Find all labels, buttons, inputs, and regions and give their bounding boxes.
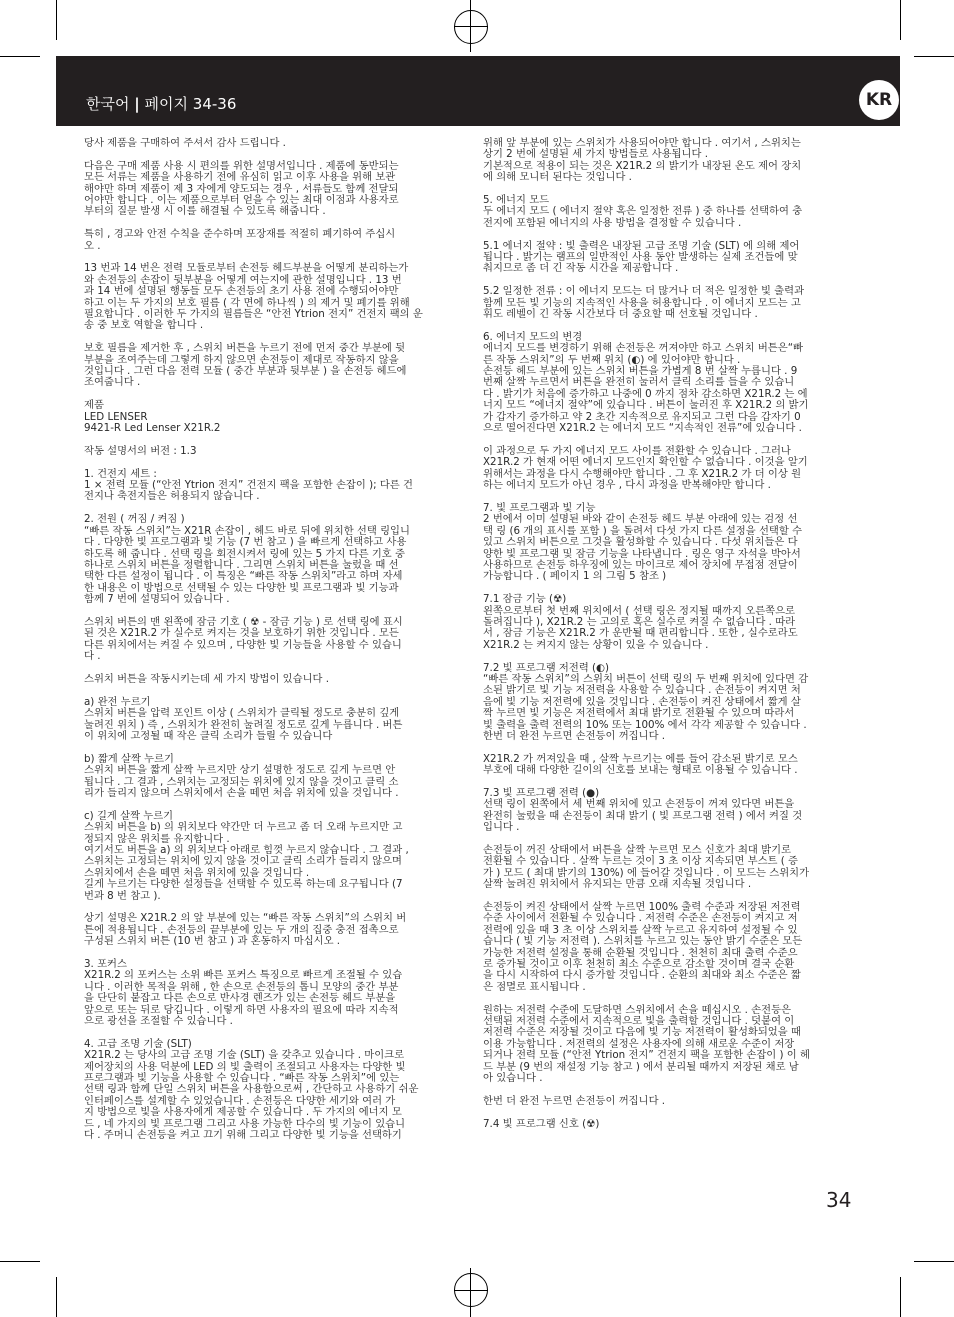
- paragraph: 손전등이 켜진 상태에서 살짝 누르면 100% 출력 수준과 저장된 저전력 수준 사이에서 전환될 수 있습니다 . 저전력 수준은 손전등이 켜지고 저 전력에 있을 때 3 초 이상 스위치를 살짝 누르고 유지하여 설정될 수 있 습니다 ( 빛 기능 저전력 ). 스위치를 누르고 있는 동안 밝기 수준은 모든 가능한 저전력 설정을 통해 순환될 것입니다 . 천천히 최대 출력 수준으 로 증가될 것이고 이후 천천히 최소 수준으로 감소할 것이며 결국 순환 을 다시 시작하여 다시 증가할 것입니다 . 순환의 최대와 최소 수준은 짧 은 점멸로 표시됩니다 .: [483, 901, 803, 993]
- paragraph: 5. 에너지 모드 두 에너지 모드 ( 에너지 절약 혹은 일정한 전류 ) 중 하나를 선택하여 충 전지에 포함된 에너지의 사용 방법을 결정할 수 있습니다 .: [483, 194, 803, 229]
- paragraph: 작동 설명서의 버전 : 1.3: [84, 444, 197, 457]
- paragraph: 원하는 저전력 수준에 도달하면 스위치에서 손을 떼십시오 . 손전등은 선택된 저전력 수준에서 지속적으로 빛을 출력할 것입니다 . 덧붙여 이 저전력 수준은 저장될 것이고 다음에 빛 기능 저전력이 활성화되었을 때 이용 가능합니다 . 저전력의 설정은 사용자에 의해 새로운 수준이 저장 되거나 전력 모듈 (“안전 Ytrion 전지” 건전지 팩을 포함한 손잡이 ) 이 헤 드 부분 (9 번의 재설정 기능 참고 ) 에서 분리될 때까지 저장된 채로 남 아 있습니다 .: [483, 1003, 810, 1085]
- paragraph: 4. 고급 조명 기술 (SLT) X21R.2 는 당사의 고급 조명 기술 (SLT) 을 갖추고 있습니다 . 마이크로 제어장치의 사용 덕분에 LED 의 빛 출력이 조절되고 사용자는 다양한 빛 프로그램과 빛 기능을 사용할 수 있습니다 . “빠른 작동 스위치”에 있는 선택 링과 함께 단일 스위치 버튼을 사용함으로써 , 간단하고 사용하기 쉬운 인터페이스를 설계할 수 있었습니다 . 손전등은 다양한 세기와 여러 가 지 방법으로 빛을 사용자에게 제공할 수 있습니다 . 두 가지의 에너지 모 드 , 네 가지의 빛 프로그램 그리고 사용 가능한 다수의 빛 기능이 있습니 다 . 주머니 손전등을 켜고 끄기 위해 그리고 다양한 빛 기능을 선택하기: [84, 1037, 419, 1142]
- paragraph: 이 과정으로 두 가지 에너지 모드 사이를 전환할 수 있습니다 . 그러나 X21R.2 가 현재 어떤 에너지 모드인지 확인할 수 없습니다 . 이것을 알기 위해서는 과정을 다시 수행해야만 합니다 . 그 후 X21R.2 가 더 이상 원 하는 에너지 모드가 아닌 경우 , 다시 과정을 반복해야만 합니다 .: [483, 444, 808, 492]
- header-title: [86, 93, 236, 114]
- left-column: [84, 138, 454, 1153]
- header-language: 한국어: [86, 95, 130, 113]
- paragraph: b) 짧게 살짝 누르기 스위치 버튼을 짧게 살짝 누르지만 상기 설명한 정도로 깊게 누르면 안 됩니다 . 그 결과 , 스위치는 고정되는 위치에 있지 않을 것이고 클릭 소 리가 들리지 않으며 스위치에서 손을 떼면 처음 위치에 있을 것입니다 .: [84, 752, 399, 799]
- paragraph: 6. 에너지 모드의 변경 에너지 모드를 변경하기 위해 손전등은 꺼져야만 하고 스위치 버튼은“빠 른 작동 스위치”의 두 번째 위치 (◐) 에 있어야만 합니다 . 손전등 헤드 부분에 있는 스위치 버튼을 가볍게 8 번 살짝 누릅니다 . 9 번째 살짝 누르면서 버튼을 완전히 눌러서 클릭 소리를 들을 수 있습니 다 . 밝기가 처음에 증가하고 나중에 0 까지 점차 감소하면 X21R.2 는 에 너지 모드 “에너지 절약”에 있습니다 . 버튼이 눌러진 후 X21R.2 의 밝기 가 갑자기 증가하고 약 2 초간 지속적으로 유지되고 그런 다음 갑자기 0 으로 떨어진다면 X21R.2 는 에너지 모드 “지속적인 전류”에 있습니다 .: [483, 330, 809, 435]
- paragraph: 손전등이 꺼진 상태에서 버튼을 살짝 누르면 모스 신호가 최대 밝기로 전환될 수 있습니다 . 살짝 누르는 것이 3 초 이상 지속되면 부스트 ( 증 가 ) 모드 ( 최대 밝기의 130%) 에 들어갈 것입니다 . 이 모드는 스위치가 살짝 눌려진 위치에서 유지되는 만큼 오래 지속될 것입니다 .: [483, 844, 810, 891]
- paragraph: 상기 설명은 X21R.2 의 앞 부분에 있는 “빠른 작동 스위치”의 스위치 버 튼에 적용됩니다 . 손전등의 끝부분에 있는 두 개의 집중 충전 접촉으로 구성된 스위치 버튼 (10 번 참고 ) 과 혼동하지 마십시오 .: [84, 912, 407, 948]
- paragraph: 보호 필름을 제거한 후 , 스위치 버튼을 누르기 전에 먼저 중간 부분에 뒷 부분을 조여주는데 그렇게 하지 않으면 손전등이 제대로 작동하지 않을 것입니다 . 그런 다음 전력 모듈 ( 중간 부분과 뒷부분 ) 을 손전등 헤드에 조여줍니다 .: [84, 342, 407, 389]
- paragraph: 3. 포커스 X21R.2 의 포커스는 소위 빠른 포커스 특징으로 빠르게 조절될 수 있습 니다 . 이러한 목적을 위해 , 한 손으로 손전등의 톱니 모양의 중간 부분 을 단단히 붙잡고 다른 손으로 반사경 렌즈가 있는 손전등 헤드 부분을 앞으로 또는 뒤로 당깁니다 . 이렇게 하면 사용자의 필요에 따라 지속적 으로 광선을 조절할 수 있습니다 .: [84, 958, 403, 1028]
- paragraph: 1. 건전지 세트 : 1 × 전력 모듈 (“안전 Ytrion 전지” 건전지 팩을 포함한 손잡이 ); 다른 건 전지나 축전지들은 허용되지 않습니다 .: [84, 467, 413, 503]
- paragraph: 다음은 구매 제품 사용 시 편의를 위한 설명서입니다 . 제품에 동반되는 모든 서류는 제품을 사용하기 전에 유심히 읽고 이후 사용을 위해 보관 해야만 하며 제품이 제 3 자에게 양도되는 경우 , 서류들도 함께 전달되 어야만 합니다 . 이는 제품으로부터 얻을 수 있는 최대 이점과 사용자로 부터의 질문 발생 시 이를 해결될 수 있도록 해줍니다 .: [84, 159, 399, 218]
- paragraph: 5.2 일정한 전류 : 이 에너지 모드는 더 많거나 더 적은 일정한 빛 출력과 함께 모든 빛 기능의 지속적인 사용을 허용합니다 . 이 에너지 모드는 고 휘도 레벨이 긴 작동 시간보다 더 중요할 때 선호될 것입니다 .: [483, 285, 805, 321]
- paragraph: 위해 앞 부분에 있는 스위치가 사용되어야만 합니다 . 여기서 , 스위치는 상기 2 번에 설명된 세 가지 방법들로 사용됩니다 . 기본적으로 적용이 되는 것은 X21R.2 의 밝기가 내장된 온도 제어 장치 에 의해 모니터 된다는 것입니다 .: [483, 137, 802, 184]
- language-badge: KR: [859, 80, 899, 120]
- paragraph: 한번 더 완전 누르면 손전등이 꺼집니다 .: [483, 1094, 666, 1107]
- paragraph: X21R.2 가 꺼져있을 때 , 살짝 누르기는 에를 들어 감소된 밝기로 모스 부호에 대해 다양한 길이의 신호를 보내는 형태로 이용될 수 있습니다 .: [483, 752, 798, 777]
- header-pages: 페이지 34-36: [144, 95, 237, 113]
- paragraph: 2. 전원 ( 꺼짐 / 켜짐 ) “빠른 작동 스위치”는 X21R 손잡이 , 헤드 바로 뒤에 위치한 선택 링입니 다 . 다양한 빛 프로그램과 빛 기능 (7 번 참고 ) 을 빠르게 선택하고 사용 하도록 해 줍니다 . 선택 링을 회전시켜서 링에 있는 5 가지 다른 기호 중 하나로 스위치 버튼을 정렬합니다 . 그리면 스위치 버튼을 눌렀을 때 선 택한 다른 설정이 됩니다 . 이 특징은 “빠른 작동 스위치”라고 하며 자세 한 내용은 이 방법으로 선택될 수 있는 다양한 빛 프로그램과 빛 기능과 함께 7 번에 설명되어 있습니다 .: [84, 513, 410, 606]
- paragraph: 제품 LED LENSER 9421-R Led Lenser X21R.2: [84, 399, 221, 435]
- right-column: [483, 138, 853, 1142]
- paragraph: a) 완전 누르기 스위치 버튼을 압력 포인트 이상 ( 스위치가 클릭될 정도로 충분히 깊게 눌려진 위치 ) 즉 , 스위치가 완전히 눌려질 정도로 깊게 누릅니다 . 버튼 이 위치에 고정될 때 작은 클릭 소리가 들릴 수 있습니다: [84, 695, 403, 742]
- paragraph: 7.4 빛 프로그램 신호 (☢): [483, 1117, 600, 1130]
- page-header: [56, 56, 900, 126]
- paragraph: 당사 제품을 구매하여 주셔서 감사 드립니다 .: [84, 137, 286, 149]
- paragraph: 13 번과 14 번은 전력 모듈로부터 손전등 헤드부분을 어떻게 분리하는가 와 손전등의 손잡이 뒷부분을 어떻게 여는지에 관한 설명입니다 . 13 번 과 14 번에 설명된 행동들 모두 손전등의 초기 사용 전에 수행되어야만 하고 이는 두 가지의 보호 필름 ( 각 면에 하나씩 ) 의 제거 및 폐기를 위해 필요합니다 . 이러한 두 가지의 필름들은 “안전 Ytrion 전지” 건전지 팩의 운 송 중 보호 역할을 합니다 .: [84, 262, 423, 332]
- paragraph: 5.1 에너지 절약 : 빛 출력은 내장된 고급 조명 기술 (SLT) 에 의해 제어 됩니다 . 밝기는 램프의 일반적인 사용 동안 발생하는 실제 조건들에 맞 춰지므로 좀 더 긴 작동 시간을 제공합니다 .: [483, 239, 800, 275]
- page-number: 34: [826, 1188, 852, 1212]
- paragraph: 7.1 잠금 기능 (☢) 왼쪽으로부터 첫 번째 위치에서 ( 선택 링은 정지될 때까지 오른쪽으로 돌려집니다 ), X21R.2 는 고의로 혹은 실수로 켜질 수 없습니다 . 따라 서 , 잠금 기능은 X21R.2 가 운반될 때 편리합니다 . 또한 , 실수로라도 X21R.2 는 켜지지 않는 상황이 있을 수 있습니다 .: [483, 593, 798, 651]
- paragraph: 특히 , 경고와 안전 수칙을 준수하며 포장재를 적절히 폐기하여 주십시 오 .: [84, 228, 396, 252]
- paragraph: 7. 빛 프로그램과 빛 기능 2 번에서 이미 설명된 바와 같이 손전등 헤드 부분 아래에 있는 검정 선 택 링 (6 개의 표시를 포함 ) 을 돌려서 다섯 가지 다른 설정을 선택할 수 있고 스위치 버튼으로 그것을 활성화할 수 있습니다 . 다섯 위치들은 다 양한 빛 프로그램 및 잠금 기능을 나타냅니다 . 링은 영구 자석을 박아서 사용하므로 손전등 하우징에 있는 마이크로 제어 장치에 무접점 전달이 가능합니다 . ( 페이지 1 의 그림 5 참조 ): [483, 501, 803, 583]
- paragraph: 7.3 빛 프로그램 전력 (●) 선택 링이 왼쪽에서 세 번째 위치에 있고 손전등이 꺼져 있다면 버튼을 완전히 눌렀을 때 손전등이 최대 밝기 ( 빛 프로그램 전력 ) 에서 켜질 것 입니다 .: [483, 787, 803, 834]
- paragraph: 스위치 버튼을 작동시키는데 세 가지 방법이 있습니다 .: [84, 672, 330, 685]
- paragraph: 7.2 빛 프로그램 저전력 (◐) “빠른 작동 스위치”의 스위치 버튼이 선택 링의 두 번째 위치에 있다면 감 소된 밝기로 빛 기능 저전력을 사용할 수 있습니다 . 손전등이 켜지면 처 음에 빛 기능 저전력에 있을 것입니다 . 손전등이 켜진 상태에서 짧게 살 짝 누르면 빛 기능은 저전력에서 최대 밝기로 전환될 수 있으며 따라서 빛 출력을 출력 전력의 10% 또는 100% 에서 각각 제공할 수 있습니다 . 한번 더 완전 누르면 손전등이 꺼집니다 .: [483, 661, 809, 742]
- paragraph: c) 길게 살짝 누르기 스위치 버튼을 b) 의 위치보다 약간만 더 누르고 좀 더 오래 누르지만 고 정되지 않은 위치를 유지합니다 . 여기서도 버튼을 a) 의 위치보다 아래로 힘껏 누르지 않습니다 . 그 결과 , 스위치는 고정되는 위치에 있지 않을 것이고 클릭 소리가 들리지 않으며 스위치에서 손을 떼면 처음 위치에 있을 것입니다 . 길게 누르기는 다양한 설정들을 선택할 수 있도록 하는데 요구됩니다 (7 번과 8 번 참고 ).: [84, 809, 409, 902]
- header-separator: |: [134, 95, 140, 113]
- paragraph: 스위치 버튼의 맨 왼쪽에 잠금 기호 ( ☢ - 잠금 기능 ) 로 선택 링에 표시 된 것은 X21R.2 가 실수로 켜지는 것을 보호하기 위한 것입니다 . 모든 다른 위치에서는 켜질 수 있으며 , 다양한 빛 기능들을 사용할 수 있습니 다 .: [84, 615, 403, 663]
